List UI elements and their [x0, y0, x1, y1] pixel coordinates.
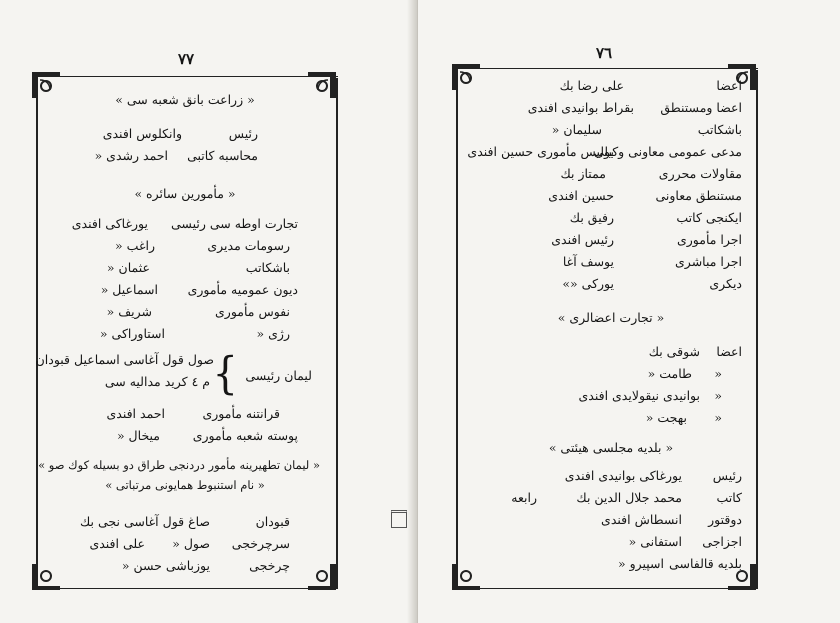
- role-label: اجرا مأموری: [676, 232, 742, 247]
- role-label: اجرا مباشری: [675, 254, 742, 269]
- person-name: سلیمان «: [551, 122, 602, 137]
- frame-bottom-line: [36, 588, 338, 589]
- role-label: رسومات مدیری: [207, 238, 290, 253]
- table-row: [480, 536, 742, 558]
- person-name: اسماعیل «: [100, 282, 158, 297]
- person-name: راغب «: [115, 238, 155, 253]
- ditto-mark: «: [714, 388, 722, 403]
- table-row: [467, 144, 742, 168]
- note-line: « لیمان تطهیرینه مأمور دردنجی طراق دو بسیله كوك صو »: [38, 458, 320, 472]
- ditto-mark: «: [714, 366, 722, 381]
- right-page: [418, 0, 840, 623]
- person-name: یورغاكی بوانیدی افندی: [564, 468, 682, 483]
- page-number-76: ٧٦: [596, 44, 613, 62]
- person-name: احمد رشدی «: [94, 148, 168, 163]
- person-name: بقراط بوانیدی افندی: [527, 100, 634, 115]
- left-page-content: [35, 90, 320, 580]
- frame-bottom-line: [456, 588, 758, 589]
- note-line: « نام استنبوط همایونی مرتباتی »: [105, 478, 265, 492]
- role-label: قرانتنه مأموری: [202, 406, 280, 421]
- person-name: یوزباشی حسن «: [121, 558, 210, 573]
- role-label: تجارت اوطه سی رئیسی: [171, 216, 298, 231]
- role-label: اعضا ومستنطق: [660, 100, 742, 115]
- table-row: [480, 168, 742, 190]
- table-row: [480, 256, 742, 278]
- role-label: لیمان رئیسی: [245, 368, 312, 383]
- section-header: « تجارت اعضالری »: [557, 310, 665, 325]
- role-label: پوسته شعبه مأموری: [192, 428, 298, 443]
- liman-group: [35, 348, 320, 400]
- person-name: انسطاش افندی: [601, 512, 682, 527]
- person-name: احمد افندی: [106, 406, 165, 421]
- person-name: رفیق بك: [569, 210, 614, 225]
- person-detail: م ٤ كرید مدالیه سی: [104, 374, 210, 389]
- role-label: مقاولات محرری: [658, 166, 742, 181]
- table-row: [480, 278, 742, 300]
- role-label: باشكاتب: [697, 122, 742, 137]
- table-row: [50, 430, 320, 452]
- role-label: سرچرخجی: [231, 536, 290, 551]
- role-label: بلدیه قالفاسی: [669, 556, 742, 571]
- table-row: [50, 150, 320, 172]
- person-name: حسین افندی: [548, 188, 614, 203]
- person-name: میخال «: [116, 428, 160, 443]
- person-name: وانكلوس افندی: [102, 126, 182, 141]
- role-label: محاسبه كاتبی: [187, 148, 258, 163]
- table-row: [50, 306, 320, 328]
- role-label: مدعی عمومی معاونی وكیلی: [593, 144, 742, 159]
- table-row: [480, 102, 742, 124]
- table-row: [50, 560, 320, 582]
- brace-icon: }: [212, 348, 238, 400]
- right-page-content: [467, 74, 742, 580]
- table-row: [480, 190, 742, 212]
- table-row: [50, 218, 320, 240]
- left-page: [0, 0, 418, 623]
- table-row: [480, 390, 742, 412]
- page-number-77: ٧٧: [178, 50, 195, 68]
- table-row: [50, 328, 320, 350]
- person-name: ممتاز بك: [560, 166, 606, 181]
- person-name: بهجت «: [645, 410, 687, 425]
- person-name: عثمان «: [106, 260, 150, 275]
- person-name: علی افندی: [89, 536, 145, 551]
- person-name: اسپیرو «: [617, 556, 664, 571]
- person-name: شریف «: [106, 304, 152, 319]
- section-header: « زراعت بانق شعبه سی »: [115, 92, 255, 107]
- table-row: [50, 516, 320, 538]
- corner-ornament-icon: [450, 62, 482, 94]
- table-row: [480, 558, 742, 580]
- table-row: [480, 234, 742, 256]
- table-row: [50, 262, 320, 284]
- role-label: اعضا: [716, 344, 742, 359]
- table-row: [480, 212, 742, 234]
- table-row: [480, 124, 742, 146]
- role-label: مستنطق معاونی: [655, 188, 742, 203]
- frame-top-line: [456, 68, 758, 69]
- table-row: [50, 128, 320, 150]
- table-row: [480, 470, 742, 492]
- role-label: ایكنجی كاتب: [676, 210, 742, 225]
- person-name: طامت «: [647, 366, 692, 381]
- person-name: شوقی بك: [648, 344, 700, 359]
- person-name: استاوراكی «: [99, 326, 165, 341]
- person-name: بوانیدی نیقولایدی افندی: [578, 388, 700, 403]
- table-row: [480, 514, 742, 536]
- table-row: [50, 408, 320, 430]
- table-row: [480, 492, 742, 514]
- role-label: رژی «: [256, 326, 290, 341]
- binding-mark-icon: [391, 510, 407, 528]
- person-rank: صول «: [172, 536, 210, 551]
- table-row: [50, 284, 320, 306]
- person-name: یوسف آغا: [562, 254, 614, 269]
- role-label: چرخجی: [249, 558, 290, 573]
- margin-note: رابعه: [511, 490, 537, 505]
- corner-ornament-icon: [450, 560, 482, 592]
- table-row: [480, 80, 742, 102]
- role-label: قبودان: [255, 514, 290, 529]
- person-name: رئیس افندی: [551, 232, 614, 247]
- ditto-mark: «: [714, 410, 722, 425]
- table-row: [480, 346, 742, 368]
- role-label: اعضا: [716, 78, 742, 93]
- table-row: [50, 538, 320, 560]
- role-label: دیكری: [709, 276, 742, 291]
- table-row: [480, 412, 742, 434]
- person-name: بولیس مأموری حسین افندی: [467, 144, 614, 159]
- person-name: صاغ قول آغاسی نجی بك: [80, 514, 210, 529]
- table-row: [480, 368, 742, 390]
- role-label: اجزاجی: [702, 534, 742, 549]
- person-name: صول قول آغاسی اسماعیل قبودان: [35, 352, 214, 367]
- role-label: رئیس: [712, 468, 742, 483]
- frame-top-line: [36, 76, 338, 77]
- role-label: نفوس مأموری: [215, 304, 290, 319]
- role-label: كاتب: [716, 490, 742, 505]
- person-name: علی رضا بك: [559, 78, 624, 93]
- table-row: [50, 240, 320, 262]
- role-label: دوقتور: [708, 512, 742, 527]
- person-name: یورغاكی افندی: [71, 216, 148, 231]
- person-name: استفانی «: [628, 534, 682, 549]
- role-label: باشكاتب: [245, 260, 290, 275]
- person-name: یوركی «»: [562, 276, 614, 291]
- role-label: رئیس: [228, 126, 258, 141]
- person-name: محمد جلال الدین بك: [576, 490, 682, 505]
- section-header: « بلدیه مجلسی هیئتی »: [548, 440, 674, 455]
- section-header: « مأمورین سائره »: [134, 186, 236, 201]
- role-label: دیون عمومیه مأموری: [187, 282, 298, 297]
